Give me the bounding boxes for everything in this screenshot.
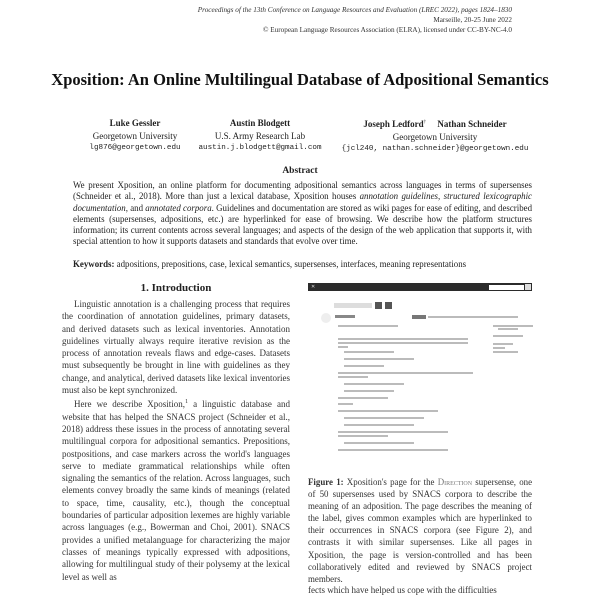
proceedings-header: [198, 5, 512, 15]
figure-text-line: [344, 351, 394, 353]
keywords-text: adpositions, prepositions, case, lexical semantics, supersenses, interfaces, meaning representations: [114, 259, 467, 269]
proceedings-line: Proceedings of the 13th Conference on Language Resources and Evaluation (LREC 2022), pages 1824–1830: [197, 6, 512, 14]
figure-text-line: [338, 338, 468, 340]
figure-text-line: [338, 431, 448, 433]
author-footnote-mark: †: [423, 120, 427, 125]
figure-text-line: [338, 325, 398, 327]
intro-text: a linguistic database and website that has helped the SNACS project (Schneider et al., 2018) address these issues in the process of annotating several multilingual corpora for adpositional semantics. Prepositions, postpositions, and case markers across the world's languages serve to mediate grammatical relationships while often signaling the semantics of the relation. Across languages, such elements convey broadly the same kinds of meanings (related to space, time, causality, etc.), though the conceptual boundaries of particular adposition lexemes are highly variable across languages (e.g., Bowerman and Choi, 2001). SNACS provides a unified metalanguage for characterizing the major classes of meanings typically expressed with adpositions, allowing for multilingual study of their polysemy at the lexical level as well as: [62, 399, 290, 582]
author-email: {jcl240, nathan.schneider}@georgetown.edu: [341, 145, 529, 153]
author-affiliation: Georgetown University: [392, 131, 478, 142]
figure-text-line: [344, 383, 404, 385]
figure-text-line: [493, 343, 513, 345]
figure-text-line: [338, 403, 353, 405]
keywords-label: Keywords:: [73, 259, 115, 269]
figure-text-line: [503, 335, 523, 337]
intro-paragraph: [62, 396, 290, 582]
figure-text-line: [493, 347, 505, 349]
abstract-text: [73, 180, 532, 248]
figure-text-line: [338, 346, 348, 348]
author-email: lg876@georgetown.edu: [89, 144, 181, 152]
author-name: Austin Blodgett: [229, 118, 291, 128]
intro-text: Here we describe Xposition,: [74, 399, 186, 410]
figure-text-line: [344, 358, 414, 360]
abstract-emphasis: annotation guidelines, structured lexicographic documentation,: [73, 191, 532, 213]
search-icon: [525, 284, 531, 290]
author-name: Luke Gessler: [109, 118, 161, 128]
footnote-marker[interactable]: 1: [185, 399, 189, 406]
figure-navbar: [308, 283, 532, 291]
abstract-emphasis: annotated corpora: [145, 202, 212, 213]
figure-text-line: [344, 424, 414, 426]
figure-text-line: [338, 410, 438, 412]
caption-text: supersense, one of 50 supersenses used by SNACS corpora to describe the meaning of an adposition. The page describes the meaning of the label, gives common examples which are hyperlinked to their occurrences in SNACS corpora (see Figure 2), and contrasts it with similar supersenses. Like all pages in Xposition, the page is version-controlled and has been collaboratively edited and reviewed by SNACS project members.: [308, 477, 533, 584]
figure-1-caption: [308, 476, 532, 585]
figure-text-line: [493, 325, 533, 327]
section-heading-introduction: 1. Introduction: [140, 282, 212, 294]
figure-text-line: [338, 449, 448, 451]
figure-1-screenshot: [308, 283, 532, 471]
supersense-name: Direction: [437, 477, 473, 487]
xposition-logo: ✕: [311, 285, 316, 290]
abstract-part: . Guidelines and documentation are stored as wiki pages for ease of editing, and described elements (supersenses, adpositions, etc.) are hyperlinked for ease of browsing. We describe how the platform structures information; its current contents across several languages; and aspects of the design of the web application that supports it, with special attention to how it supports datasets and standards that evolve over time.: [73, 202, 533, 247]
abstract-part: and: [127, 202, 146, 213]
intro-body: [62, 298, 290, 583]
figure-text-line: [338, 342, 468, 344]
abstract-heading: Abstract: [282, 166, 318, 176]
author-ledford-schneider: [335, 117, 535, 156]
figure-text-line: [344, 390, 394, 392]
figure-search-box: [489, 285, 524, 290]
author-name: Nathan Schneider: [437, 119, 507, 129]
intro-paragraph: Linguistic annotation is a challenging process that requires the coordination of annotation guidelines, primary datasets, and derived datasets such as lexical inventories. Annotation guidelines virtually always require iterative revision as the process of annotation reveals flaws and edge-cases. Datasets must subsequently be brought in line with guidelines as they change, and analytical, derived datasets like lexical inventories must also be kept synchronized.: [62, 299, 290, 396]
license-line: © European Language Resources Association (ELRA), licensed under CC-BY-NC-4.0: [263, 26, 512, 34]
author-email: austin.j.blodgett@gmail.com: [198, 144, 322, 152]
figure-text-line: [338, 397, 388, 399]
figure-text-line: [498, 328, 518, 330]
right-column-text: fects which have helped us cope with the difficulties: [308, 585, 497, 595]
figure-text-line: [338, 376, 368, 378]
author-name: Joseph Ledford: [363, 119, 424, 129]
keywords: [73, 259, 532, 269]
avatar-icon: [321, 313, 331, 323]
figure-text-line: [493, 351, 518, 353]
figure-text-line: [338, 372, 473, 374]
author-affiliation: Georgetown University: [92, 130, 178, 141]
location-line: Marseille, 20-25 June 2022: [433, 16, 512, 24]
author-affiliation: U.S. Army Research Lab: [214, 130, 306, 141]
caption-text: Xposition's page for the: [343, 477, 438, 487]
figure-text-line: [338, 435, 388, 437]
figure-text-line: [344, 417, 424, 419]
paper-title: Xposition: An Online Multilingual Database of Adpositional Semantics: [51, 70, 549, 89]
author-blodgett: [190, 117, 330, 155]
figure-text-line: [344, 365, 384, 367]
figure-text-line: [344, 442, 414, 444]
figure-label: Figure 1:: [308, 477, 344, 487]
abstract-part: We present Xposition, an online platform for documenting adpositional semantics across languages in terms of supersenses (Schneider et al., 2018). More than just a lexical database, Xposition houses: [73, 180, 532, 202]
author-gessler: [80, 117, 190, 155]
